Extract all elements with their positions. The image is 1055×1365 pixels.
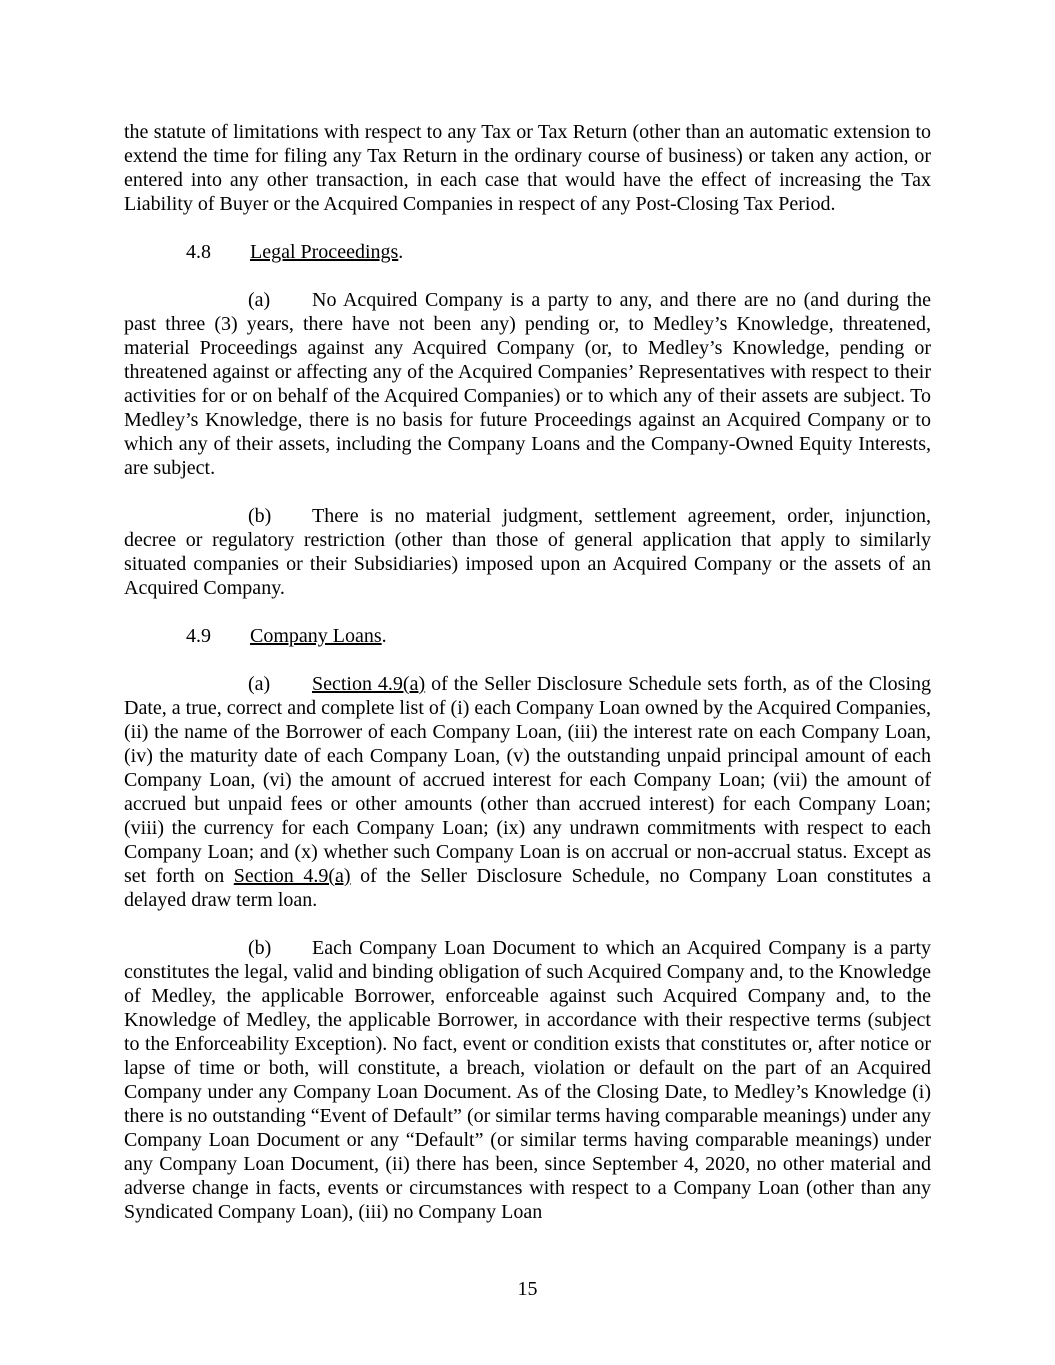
text-run: . (381, 625, 387, 647)
para-tax-continuation (124, 120, 931, 216)
underlined-text: Section 4.9(a) (233, 865, 351, 887)
section-number: 4.8 (186, 241, 211, 263)
heading-4-9-company-loans (124, 624, 931, 648)
text-run: There is no material judgment, settlement agreement, order, injunction, decree or regulatory restriction (other than those of general application that apply to similarly situated companies or their Subsidiaries) imposed upon an Acquired Company or the assets of an Acquired Company. (124, 505, 931, 599)
list-marker: (a) (248, 289, 271, 311)
para-4-8-b (124, 504, 931, 600)
para-4-8-a (124, 288, 931, 480)
text-run: of the Seller Disclosure Schedule, no Company Loan constitutes a delayed draw term loan. (124, 865, 932, 911)
underlined-text: Company Loans (250, 625, 382, 647)
list-marker: (a) (248, 673, 271, 695)
underlined-text: Section 4.9(a) (312, 673, 426, 695)
para-4-9-a (124, 672, 931, 912)
page-number: 15 (517, 1278, 538, 1300)
section-number: 4.9 (186, 625, 211, 647)
text-run: Each Company Loan Document to which an Acquired Company is a party constitutes the legal, valid and binding obligation of such Acquired Company and, to the Knowledge of Medley, the applicable Borrower, enforceable against such Acquired Company and, to the Knowledge of Medley, the applicable Borrower, in accordance with their respective terms (subject to the Enforceability Exception). No fact, event or condition exists that constitutes or, after notice or lapse of time or both, will constitute, a breach, violation or default on the part of an Acquired Company under any Company Loan Document. As of the Closing Date, to Medley’s Knowledge (i) there is no outstanding “Event of Default” (or similar terms having comparable meanings) under any Company Loan Document or any “Default” (or similar terms having comparable meanings) under any Company Loan Document, (ii) there has been, since September 4, 2020, no other material and adverse change in facts, events or circumstances with respect to a Company Loan (other than any Syndicated Company Loan), (iii) no Company Loan (124, 937, 931, 1223)
document-content (124, 120, 931, 1248)
list-marker: (b) (248, 937, 272, 959)
underlined-text: Legal Proceedings (250, 241, 399, 263)
heading-4-8-legal-proceedings (124, 240, 931, 264)
text-run: of the Seller Disclosure Schedule sets forth, as of the Closing Date, a true, correct and complete list of (i) each Company Loan owned by the Acquired Companies, (ii) the name of the Borrower of each Company Loan, (iii) the interest rate on each Company Loan, (iv) the maturity date of each Company Loan, (v) the outstanding unpaid principal amount of each Company Loan, (vi) the amount of accrued interest for each Company Loan; (vii) the amount of accrued but unpaid fees or other amounts (other than accrued interest) for each Company Loan; (viii) the currency for each Company Loan; (ix) any undrawn commitments with respect to each Company Loan; and (x) whether such Company Loan is on accrual or non-accrual status. Except as set forth on (124, 673, 931, 887)
text-run: No Acquired Company is a party to any, and there are no (and during the past three (3) years, there have not been any) pending or, to Medley’s Knowledge, threatened, material Proceedings against any Acquired Company (or, to Medley’s Knowledge, pending or threatened against or affecting any of the Acquired Companies’ Representatives with respect to their activities for or on behalf of the Acquired Companies) or to which any of their assets are subject. To Medley’s Knowledge, there is no basis for future Proceedings against an Acquired Company or to which any of their assets, including the Company Loans and the Company-Owned Equity Interests, are subject. (124, 289, 931, 479)
text-run: . (398, 241, 404, 263)
text-run: the statute of limitations with respect to any Tax or Tax Return (other than an automatic extension to extend the time for filing any Tax Return in the ordinary course of business) or taken any action, or entered into any other transaction, in each case that would have the effect of increasing the Tax Liability of Buyer or the Acquired Companies in respect of any Post-Closing Tax Period. (124, 121, 931, 215)
para-4-9-b (124, 936, 931, 1224)
list-marker: (b) (248, 505, 272, 527)
